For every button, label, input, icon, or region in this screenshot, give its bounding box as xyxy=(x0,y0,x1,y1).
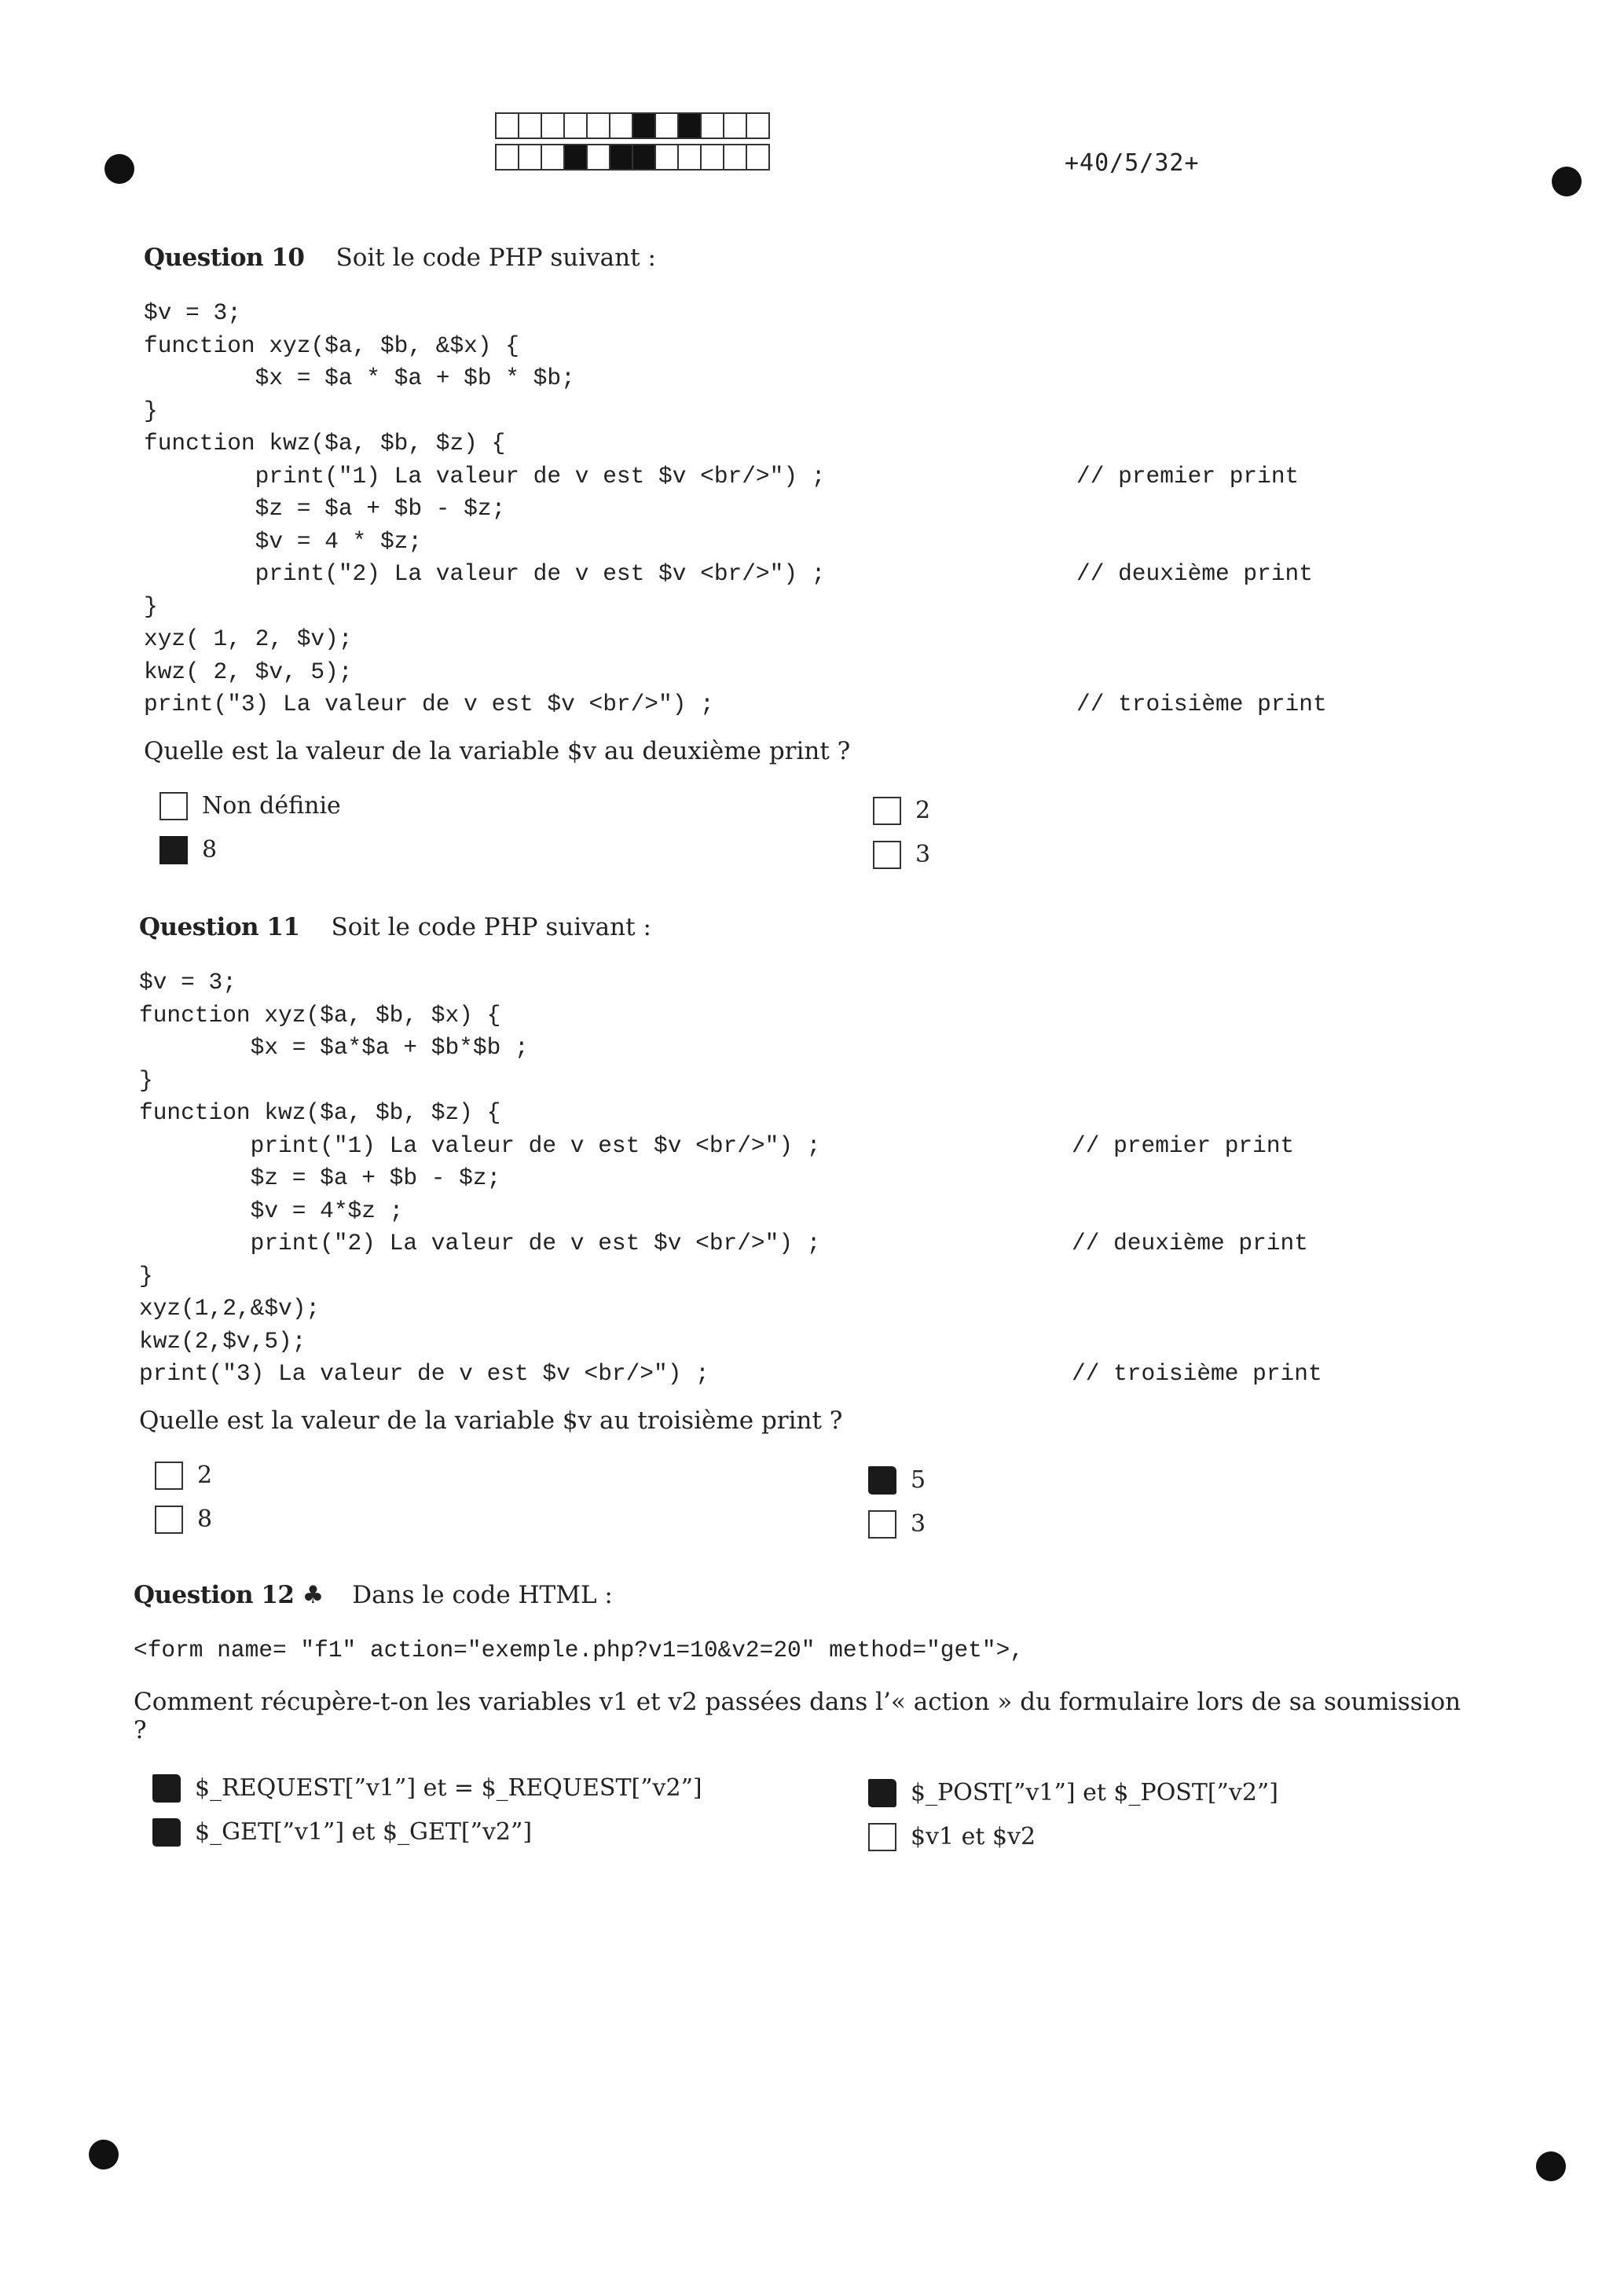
page-barcode xyxy=(495,112,768,175)
code-text: function xyz($a, $b, $x) { xyxy=(139,1001,501,1029)
code-text: print("3) La valeur de v est $v <br/>") ; xyxy=(144,691,714,717)
club-icon: ♣ xyxy=(302,1581,324,1609)
page-id-code: +40/5/32+ xyxy=(1065,149,1200,177)
question-title xyxy=(144,244,1479,291)
barcode-cell xyxy=(700,144,724,171)
code-line xyxy=(144,362,1479,395)
answer-option[interactable] xyxy=(155,1462,212,1490)
html-code-line: <form name= "f1" action="exemple.php?v1=10&v2=20" method="get">, xyxy=(134,1637,1024,1663)
barcode-cell xyxy=(609,144,633,171)
php-code-block xyxy=(144,297,1479,721)
question-intro: Soit le code PHP suivant : xyxy=(331,913,651,941)
barcode-cell xyxy=(746,144,770,171)
question-11 xyxy=(139,913,1475,1548)
code-line xyxy=(139,1227,1475,1260)
code-text: $z = $a + $b - $z; xyxy=(139,1165,501,1191)
answer-label: 3 xyxy=(915,841,931,868)
barcode-cell xyxy=(518,144,542,171)
answer-checkbox[interactable] xyxy=(868,1779,896,1807)
code-line xyxy=(144,330,1479,363)
code-line xyxy=(144,558,1479,591)
barcode-cell xyxy=(677,144,702,171)
code-line xyxy=(139,966,1475,999)
answer-option[interactable] xyxy=(868,1466,926,1495)
code-text: function xyz($a, $b, &$x) { xyxy=(144,332,519,359)
code-comment: // premier print xyxy=(1072,1131,1295,1159)
code-text: } xyxy=(144,592,158,620)
code-line xyxy=(144,297,1479,330)
code-line xyxy=(144,656,1479,689)
code-text: xyz( 1, 2, $v); xyxy=(144,625,353,652)
code-line xyxy=(139,999,1475,1032)
code-text: xyz(1,2,&$v); xyxy=(139,1295,321,1322)
answer-checkbox[interactable] xyxy=(868,1510,896,1539)
barcode-cell xyxy=(746,112,770,139)
code-text: $v = 4*$z ; xyxy=(139,1197,404,1224)
code-line xyxy=(139,1162,1475,1195)
question-12 xyxy=(134,1581,1469,1861)
question-prompt: Comment récupère-t-on les variables v1 et v2 passées dans l’« action » du formulaire lors de sa soumission ? xyxy=(134,1687,1461,1744)
answer-label: $_POST[”v1”] et $_POST[”v2”] xyxy=(911,1779,1278,1806)
answer-label: Non définie xyxy=(202,792,341,820)
barcode-row-2 xyxy=(495,144,768,172)
answer-checkbox[interactable] xyxy=(873,797,901,825)
code-line xyxy=(139,1130,1475,1163)
question-intro: Dans le code HTML : xyxy=(352,1581,613,1609)
code-line xyxy=(139,1065,1475,1098)
code-text: } xyxy=(139,1066,153,1094)
code-comment: // premier print xyxy=(1076,462,1300,490)
barcode-cell xyxy=(586,112,610,139)
barcode-cell xyxy=(541,112,565,139)
answer-label: 8 xyxy=(197,1506,213,1533)
code-text: $z = $a + $b - $z; xyxy=(144,495,506,522)
question-prompt: Quelle est la valeur de la variable $v au troisième print ? xyxy=(139,1406,843,1435)
code-text: $x = $a*$a + $b*$b ; xyxy=(139,1034,529,1061)
answer-option[interactable] xyxy=(873,797,930,825)
code-text: } xyxy=(139,1262,153,1289)
code-line xyxy=(139,1358,1475,1391)
code-line xyxy=(144,591,1479,624)
answer-option[interactable] xyxy=(868,1510,926,1539)
answer-option[interactable] xyxy=(873,841,930,869)
code-text: print("1) La valeur de v est $v <br/>") ; xyxy=(144,462,826,490)
barcode-cell xyxy=(609,112,633,139)
code-text: function kwz($a, $b, $z) { xyxy=(144,430,506,457)
answer-grid xyxy=(139,1462,1475,1548)
code-line xyxy=(139,1326,1475,1359)
barcode-cell xyxy=(677,112,702,139)
answer-label: 2 xyxy=(915,797,931,824)
code-text: kwz(2,$v,5); xyxy=(139,1327,306,1355)
barcode-cell xyxy=(700,112,724,139)
question-label: Question 12 xyxy=(134,1581,295,1609)
answer-label: 3 xyxy=(911,1510,926,1538)
barcode-row-1 xyxy=(495,112,768,141)
code-text: print("2) La valeur de v est $v <br/>") ; xyxy=(139,1230,821,1256)
code-line xyxy=(144,526,1479,559)
answer-option[interactable] xyxy=(868,1779,1278,1807)
code-line xyxy=(139,1260,1475,1293)
barcode-cell xyxy=(723,144,747,171)
code-comment: // deuxième print xyxy=(1076,560,1313,587)
answer-grid xyxy=(134,1774,1469,1861)
code-line xyxy=(139,1097,1475,1130)
code-line xyxy=(144,493,1479,526)
question-prompt: Quelle est la valeur de la variable $v au deuxième print ? xyxy=(144,736,851,765)
barcode-cell xyxy=(495,112,519,139)
barcode-cell xyxy=(563,112,588,139)
question-title xyxy=(139,913,1475,960)
answer-checkbox[interactable] xyxy=(155,1462,183,1490)
code-text: print("1) La valeur de v est $v <br/>") ; xyxy=(139,1131,821,1159)
answer-label: $_GET[”v1”] et $_GET[”v2”] xyxy=(195,1818,533,1846)
code-line xyxy=(144,688,1479,721)
answer-label: 5 xyxy=(911,1466,926,1494)
code-text: print("3) La valeur de v est $v <br/>") ; xyxy=(139,1360,709,1387)
code-text: $v = 3; xyxy=(144,299,241,326)
answer-checkbox[interactable] xyxy=(868,1466,896,1495)
answer-label: 8 xyxy=(202,836,218,864)
code-line xyxy=(144,623,1479,656)
barcode-cell xyxy=(632,112,656,139)
registration-mark-top-right xyxy=(1552,167,1582,196)
answer-checkbox[interactable] xyxy=(868,1823,896,1851)
answer-label: $_REQUEST[”v1”] et = $_REQUEST[”v2”] xyxy=(195,1774,702,1802)
question-title xyxy=(134,1581,1469,1627)
code-line xyxy=(139,1032,1475,1065)
code-line xyxy=(144,427,1479,460)
code-text: print("2) La valeur de v est $v <br/>") ; xyxy=(144,560,826,587)
code-text: function kwz($a, $b, $z) { xyxy=(139,1099,501,1126)
barcode-cell xyxy=(586,144,610,171)
question-intro: Soit le code PHP suivant : xyxy=(335,244,656,272)
answer-option[interactable] xyxy=(868,1823,1036,1851)
answer-checkbox[interactable] xyxy=(155,1506,183,1534)
barcode-cell xyxy=(654,144,679,171)
barcode-cell xyxy=(563,144,588,171)
code-text: $v = 3; xyxy=(139,969,236,996)
barcode-cell xyxy=(632,144,656,171)
code-line xyxy=(139,1195,1475,1228)
answer-option[interactable] xyxy=(159,792,341,820)
code-text: $v = 4 * $z; xyxy=(144,527,423,555)
answer-option[interactable] xyxy=(159,836,217,864)
answer-label: $v1 et $v2 xyxy=(911,1823,1036,1850)
php-code-block xyxy=(139,966,1475,1391)
barcode-cell xyxy=(518,112,542,139)
barcode-cell xyxy=(495,144,519,171)
code-comment: // troisième print xyxy=(1076,691,1327,717)
answer-option[interactable] xyxy=(152,1818,532,1847)
code-comment: // deuxième print xyxy=(1072,1230,1308,1256)
barcode-cell xyxy=(541,144,565,171)
answer-label: 2 xyxy=(197,1462,213,1489)
answer-checkbox[interactable] xyxy=(152,1818,181,1847)
answer-option[interactable] xyxy=(155,1506,212,1534)
registration-mark-bottom-right xyxy=(1536,2151,1566,2181)
code-line xyxy=(144,460,1479,493)
answer-checkbox[interactable] xyxy=(159,792,188,820)
question-10 xyxy=(144,244,1479,878)
code-line xyxy=(139,1293,1475,1326)
code-comment: // troisième print xyxy=(1072,1360,1322,1387)
answer-checkbox[interactable] xyxy=(873,841,901,869)
question-label: Question 10 xyxy=(144,244,305,272)
barcode-cell xyxy=(654,112,679,139)
answer-option[interactable] xyxy=(152,1774,702,1803)
question-label: Question 11 xyxy=(139,913,300,941)
code-text: kwz( 2, $v, 5); xyxy=(144,658,353,685)
registration-mark-top-left xyxy=(104,154,134,184)
answer-grid xyxy=(144,792,1479,878)
code-text: $x = $a * $a + $b * $b; xyxy=(144,365,575,391)
barcode-cell xyxy=(723,112,747,139)
code-line xyxy=(144,395,1479,428)
answer-checkbox[interactable] xyxy=(159,836,188,864)
code-text: } xyxy=(144,397,158,424)
registration-mark-bottom-left xyxy=(89,2140,119,2169)
answer-checkbox[interactable] xyxy=(152,1774,181,1803)
